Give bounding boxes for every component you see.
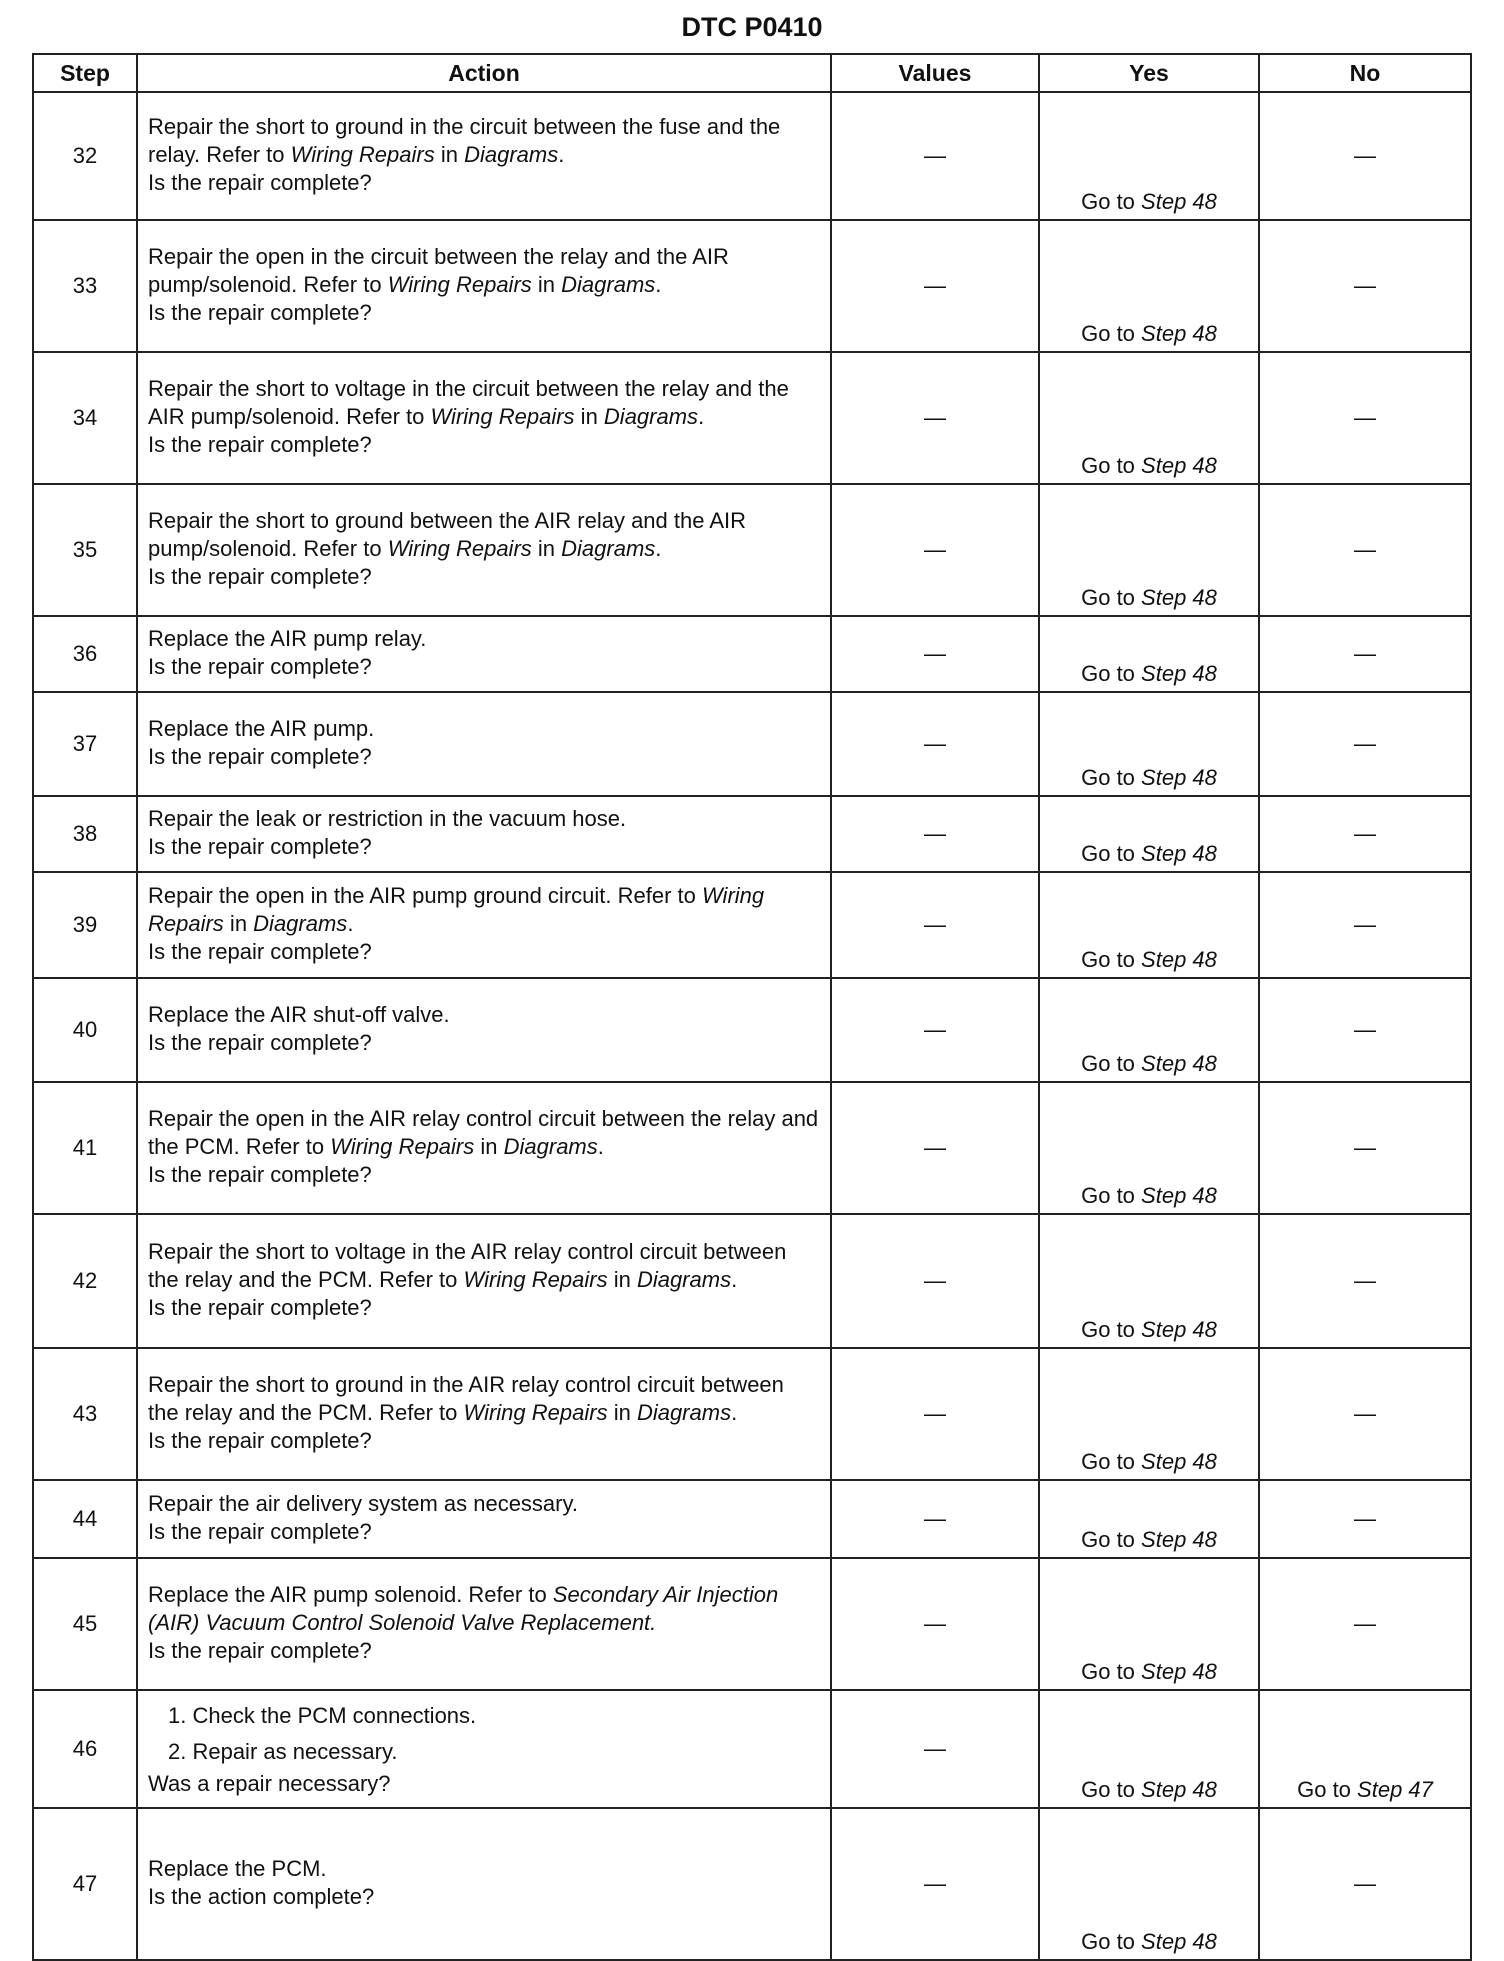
no-cell: —: [1259, 1082, 1471, 1214]
action-text: in: [574, 404, 604, 429]
action-ref: Diagrams: [636, 1400, 732, 1425]
action-ref: Diagrams: [636, 1267, 732, 1292]
step-number: 42: [33, 1214, 137, 1348]
action-text: in: [434, 142, 465, 167]
go-to-label: Go to: [1081, 453, 1135, 478]
action-description: [148, 1105, 820, 1161]
action-description: [148, 1238, 820, 1294]
action-text: .: [558, 142, 565, 167]
action-cell: [137, 484, 831, 616]
header-yes: Yes: [1039, 54, 1259, 92]
values-cell: —: [831, 1480, 1039, 1558]
yes-step-ref: Step 48: [1141, 947, 1217, 972]
no-cell: —: [1259, 484, 1471, 616]
yes-cell: [1039, 1558, 1259, 1690]
action-text: Repair the open in the AIR pump ground circuit. Refer to: [148, 883, 702, 908]
table-row: [33, 978, 1471, 1082]
action-text: in: [531, 272, 562, 297]
action-ref: Wiring Repairs: [463, 1267, 608, 1292]
yes-step-ref: Step 48: [1141, 189, 1217, 214]
action-cell: [137, 92, 831, 220]
table-row: [33, 872, 1471, 978]
go-to-label: Go to: [1081, 1051, 1135, 1076]
go-to-label: Go to: [1081, 1449, 1135, 1474]
values-cell: —: [831, 92, 1039, 220]
action-cell: [137, 1558, 831, 1690]
yes-step-ref: Step 48: [1141, 1317, 1217, 1342]
header-action: Action: [137, 54, 831, 92]
values-cell: —: [831, 692, 1039, 796]
table-row: [33, 352, 1471, 484]
values-cell: —: [831, 1214, 1039, 1348]
action-ref: Wiring Repairs: [387, 272, 532, 297]
step-number: 46: [33, 1690, 137, 1808]
action-text: Repair the open in the circuit between the relay and the AIR pump/solenoid. Refer to: [148, 244, 729, 297]
action-ref: Wiring Repairs: [330, 1134, 475, 1159]
action-description: [148, 1581, 820, 1637]
yes-cell: [1039, 352, 1259, 484]
step-number: 37: [33, 692, 137, 796]
action-description: [148, 1371, 820, 1427]
action-cell: [137, 1082, 831, 1214]
action-ref: Diagrams: [603, 404, 699, 429]
action-text: Replace the AIR pump relay.: [148, 626, 427, 651]
action-text: in: [607, 1400, 637, 1425]
yes-step-ref: Step 48: [1141, 1051, 1217, 1076]
action-cell: [137, 1690, 831, 1808]
action-cell: [137, 692, 831, 796]
action-question: Is the repair complete?: [148, 300, 372, 325]
step-number: 36: [33, 616, 137, 692]
values-cell: —: [831, 220, 1039, 352]
action-list-item: 2. Repair as necessary.: [168, 1739, 398, 1764]
action-text: Repair the leak or restriction in the vacuum hose.: [148, 806, 627, 831]
step-number: 47: [33, 1808, 137, 1960]
action-description: [148, 507, 820, 563]
no-cell: —: [1259, 1214, 1471, 1348]
go-to-label: Go to: [1081, 189, 1135, 214]
yes-step-ref: Step 48: [1141, 1929, 1217, 1954]
yes-cell: [1039, 92, 1259, 220]
go-to-label: Go to: [1081, 1317, 1135, 1342]
yes-step-ref: Step 48: [1141, 661, 1217, 686]
action-ref: Wiring Repairs: [463, 1400, 608, 1425]
yes-step-ref: Step 48: [1141, 765, 1217, 790]
action-cell: [137, 1214, 831, 1348]
action-text: in: [607, 1267, 637, 1292]
yes-cell: [1039, 1690, 1259, 1808]
table-row: [33, 1558, 1471, 1690]
table-row: [33, 616, 1471, 692]
action-text: Repair the short to voltage in the circuit between the relay and the AIR pump/solenoid. Refer to: [148, 376, 789, 429]
step-number: 45: [33, 1558, 137, 1690]
table-row: [33, 92, 1471, 220]
action-list-item: 1. Check the PCM connections.: [168, 1703, 477, 1728]
go-to-label: Go to: [1081, 585, 1135, 610]
go-to-label: Go to: [1081, 321, 1135, 346]
no-cell: —: [1259, 1808, 1471, 1960]
action-text: .: [655, 272, 662, 297]
action-text: Replace the PCM.: [148, 1856, 327, 1881]
action-question: Was a repair necessary?: [148, 1771, 391, 1796]
yes-cell: [1039, 484, 1259, 616]
action-text: Repair the open in the AIR relay control circuit between the relay and the PCM. Refer to: [148, 1106, 819, 1159]
action-question: Is the repair complete?: [148, 654, 372, 679]
yes-step-ref: Step 48: [1141, 1449, 1217, 1474]
action-cell: [137, 220, 831, 352]
action-description: [148, 882, 820, 938]
yes-cell: [1039, 692, 1259, 796]
yes-cell: [1039, 1214, 1259, 1348]
yes-step-ref: Step 48: [1141, 1183, 1217, 1208]
action-text: in: [474, 1134, 504, 1159]
yes-step-ref: Step 48: [1141, 321, 1217, 346]
go-to-label: Go to: [1081, 1659, 1135, 1684]
action-description: [148, 1490, 820, 1518]
go-to-label: Go to: [1081, 841, 1135, 866]
step-number: 43: [33, 1348, 137, 1480]
yes-step-ref: Step 48: [1141, 453, 1217, 478]
action-text: in: [223, 911, 254, 936]
no-cell: —: [1259, 872, 1471, 978]
values-cell: —: [831, 484, 1039, 616]
header-step: Step: [33, 54, 137, 92]
step-number: 44: [33, 1480, 137, 1558]
step-number: 33: [33, 220, 137, 352]
no-cell: —: [1259, 616, 1471, 692]
action-text: Repair the short to ground in the circuit between the fuse and the relay. Refer to: [148, 114, 781, 167]
values-cell: —: [831, 872, 1039, 978]
page-title: DTC P0410: [681, 12, 823, 42]
step-number: 34: [33, 352, 137, 484]
header-no: No: [1259, 54, 1471, 92]
action-ref: Diagrams: [561, 536, 656, 561]
action-ref: Wiring Repairs: [430, 404, 575, 429]
table-row: [33, 484, 1471, 616]
action-question: Is the repair complete?: [148, 1162, 372, 1187]
values-cell: —: [831, 1808, 1039, 1960]
action-description: [148, 805, 820, 833]
action-question: Is the repair complete?: [148, 1030, 372, 1055]
action-question: Is the repair complete?: [148, 170, 372, 195]
yes-cell: [1039, 978, 1259, 1082]
no-cell: —: [1259, 978, 1471, 1082]
action-description: [148, 113, 820, 169]
yes-cell: [1039, 220, 1259, 352]
action-question: Is the repair complete?: [148, 1295, 372, 1320]
table-row: [33, 692, 1471, 796]
values-cell: —: [831, 1690, 1039, 1808]
action-ref: Wiring Repairs: [290, 142, 435, 167]
yes-step-ref: Step 48: [1141, 1527, 1217, 1552]
action-ref: Wiring Repairs: [387, 536, 532, 561]
action-description: [148, 375, 820, 431]
action-ref: Secondary Air Injection (AIR) Vacuum Control Solenoid Valve Replacement.: [148, 1582, 779, 1635]
action-cell: [137, 352, 831, 484]
yes-cell: [1039, 1480, 1259, 1558]
yes-cell: [1039, 872, 1259, 978]
action-text: in: [531, 536, 562, 561]
table-row: [33, 1348, 1471, 1480]
action-cell: [137, 978, 831, 1082]
go-to-label: Go to: [1297, 1777, 1351, 1802]
values-cell: —: [831, 978, 1039, 1082]
action-question: Is the repair complete?: [148, 1519, 372, 1544]
table-row: [33, 1082, 1471, 1214]
header-row: [33, 54, 1471, 92]
no-cell: —: [1259, 1558, 1471, 1690]
action-question: Is the repair complete?: [148, 939, 372, 964]
table-row: [33, 796, 1471, 872]
no-cell: —: [1259, 796, 1471, 872]
action-ref: Wiring Repairs: [148, 883, 765, 936]
action-question: Is the repair complete?: [148, 432, 372, 457]
action-text: .: [655, 536, 662, 561]
action-text: .: [347, 911, 354, 936]
action-text: .: [731, 1400, 738, 1425]
action-description: [148, 243, 820, 299]
no-cell: —: [1259, 352, 1471, 484]
yes-cell: [1039, 616, 1259, 692]
header-values: Values: [831, 54, 1039, 92]
action-text: Repair the short to voltage in the AIR relay control circuit between the relay and the PCM. Refer to: [148, 1239, 787, 1292]
action-text: Repair the air delivery system as necessary.: [148, 1491, 578, 1516]
yes-cell: [1039, 1808, 1259, 1960]
yes-step-ref: Step 48: [1141, 1659, 1217, 1684]
action-ref: Diagrams: [561, 272, 656, 297]
action-description: [148, 625, 820, 653]
action-ref: Diagrams: [253, 911, 348, 936]
go-to-label: Go to: [1081, 1183, 1135, 1208]
no-cell: —: [1259, 220, 1471, 352]
no-cell: —: [1259, 1480, 1471, 1558]
go-to-label: Go to: [1081, 1527, 1135, 1552]
action-question: Is the repair complete?: [148, 744, 372, 769]
go-to-label: Go to: [1081, 765, 1135, 790]
values-cell: —: [831, 1558, 1039, 1690]
values-cell: —: [831, 616, 1039, 692]
values-cell: —: [831, 796, 1039, 872]
table-row: [33, 1214, 1471, 1348]
no-cell: —: [1259, 1348, 1471, 1480]
no-cell: [1259, 1690, 1471, 1808]
no-cell: —: [1259, 692, 1471, 796]
action-cell: [137, 1480, 831, 1558]
action-cell: [137, 796, 831, 872]
step-number: 35: [33, 484, 137, 616]
action-cell: [137, 872, 831, 978]
step-number: 39: [33, 872, 137, 978]
action-text: Replace the AIR pump solenoid. Refer to: [148, 1582, 553, 1607]
values-cell: —: [831, 1082, 1039, 1214]
action-cell: [137, 1808, 831, 1960]
action-question: Is the repair complete?: [148, 834, 372, 859]
action-ref: Diagrams: [503, 1134, 598, 1159]
dtc-table: [32, 53, 1472, 1961]
action-text: Replace the AIR shut-off valve.: [148, 1002, 450, 1027]
no-step-ref: Step 47: [1357, 1777, 1433, 1802]
action-text: .: [731, 1267, 738, 1292]
no-cell: —: [1259, 92, 1471, 220]
action-ref: Diagrams: [464, 142, 559, 167]
action-description: [148, 1001, 820, 1029]
action-cell: [137, 1348, 831, 1480]
action-question: Is the repair complete?: [148, 1428, 372, 1453]
action-text: .: [597, 1134, 604, 1159]
values-cell: —: [831, 1348, 1039, 1480]
action-text: Repair the short to ground between the AIR relay and the AIR pump/solenoid. Refer to: [148, 508, 747, 561]
go-to-label: Go to: [1081, 1929, 1135, 1954]
yes-step-ref: Step 48: [1141, 585, 1217, 610]
action-description: [148, 715, 820, 743]
yes-step-ref: Step 48: [1141, 841, 1217, 866]
action-text: Repair the short to ground in the AIR relay control circuit between the relay and the PCM. Refer to: [148, 1372, 784, 1425]
step-number: 38: [33, 796, 137, 872]
action-cell: [137, 616, 831, 692]
action-text: .: [698, 404, 705, 429]
yes-step-ref: Step 48: [1141, 1777, 1217, 1802]
yes-cell: [1039, 796, 1259, 872]
step-number: 41: [33, 1082, 137, 1214]
action-text: Replace the AIR pump.: [148, 716, 375, 741]
step-number: 40: [33, 978, 137, 1082]
yes-cell: [1039, 1348, 1259, 1480]
go-to-label: Go to: [1081, 1777, 1135, 1802]
values-cell: —: [831, 352, 1039, 484]
action-question: Is the action complete?: [148, 1884, 375, 1909]
table-row: [33, 1808, 1471, 1960]
action-question: Is the repair complete?: [148, 564, 372, 589]
go-to-label: Go to: [1081, 947, 1135, 972]
action-question: Is the repair complete?: [148, 1638, 372, 1663]
go-to-label: Go to: [1081, 661, 1135, 686]
table-row: [33, 1690, 1471, 1808]
table-row: [33, 220, 1471, 352]
table-row: [33, 1480, 1471, 1558]
yes-cell: [1039, 1082, 1259, 1214]
step-number: 32: [33, 92, 137, 220]
